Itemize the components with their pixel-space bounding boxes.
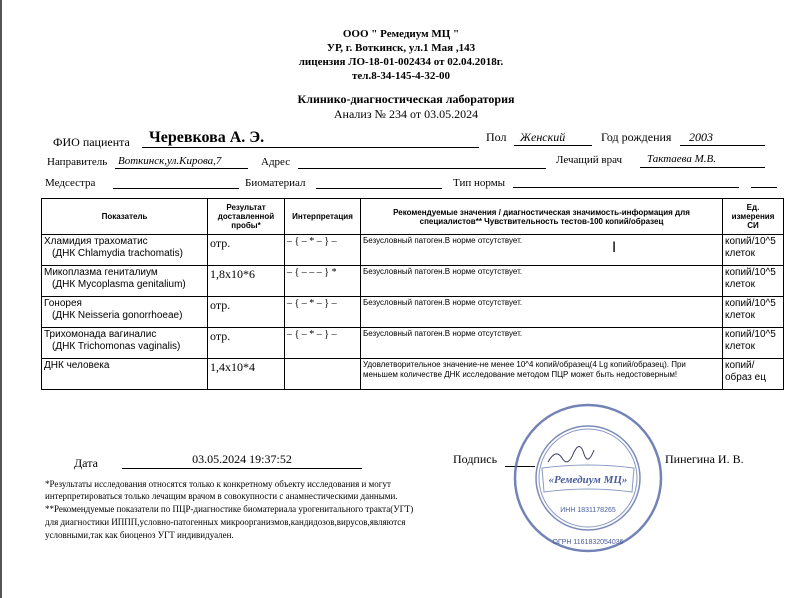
indicator-name: ДНК человека xyxy=(44,360,110,371)
signature-icon xyxy=(548,446,594,462)
text-cursor-icon: I xyxy=(612,240,617,256)
sex-value: Женский xyxy=(520,130,566,144)
footnote-2: интерпретироваться только лечащим врачом в совокупности с анамнестическими данными. xyxy=(45,491,398,501)
interpretation xyxy=(285,359,361,390)
birth-label: Год рождения xyxy=(601,130,672,144)
header-indicator: Показатель xyxy=(42,199,208,235)
biomaterial-label: Биоматериал xyxy=(245,177,306,189)
results-table xyxy=(41,198,784,390)
fio-underline xyxy=(142,147,479,148)
interpretation: – { – * – } – xyxy=(285,328,361,359)
stamp-inn: ИНН 1831178265 xyxy=(560,507,616,514)
indicator-cell xyxy=(42,235,208,266)
interpretation: – { – * – } – xyxy=(285,297,361,328)
date-underline xyxy=(122,468,362,469)
result-value: отр. xyxy=(208,235,285,266)
result-value: 1,8x10*6 xyxy=(208,266,285,297)
doctor-underline xyxy=(640,167,765,168)
indicator-latin: (ДНК Trichomonas vaginalis) xyxy=(52,341,181,352)
indicator-name: Трихомонада вагиналис xyxy=(44,329,157,340)
birth-value: 2003 xyxy=(689,130,713,144)
indicator-cell xyxy=(42,297,208,328)
recommendation: Безусловный патоген.В норме отсутствует. xyxy=(361,297,723,328)
referrer-value: Воткинск,ул.Кирова,7 xyxy=(118,155,222,167)
company-stamp-icon xyxy=(512,402,664,554)
unit: копий/10^5 клеток xyxy=(723,266,784,297)
table-row xyxy=(42,328,784,359)
stamp-ogrn: ОГРН 1161832054036 xyxy=(552,539,624,546)
fio-label: ФИО пациента xyxy=(53,135,130,149)
left-edge xyxy=(0,0,2,598)
table-header-row xyxy=(42,199,784,235)
org-phone: тел.8-34-145-4-32-00 xyxy=(351,70,451,82)
sign-label: Подпись xyxy=(453,452,498,466)
biomaterial-underline xyxy=(316,188,442,189)
norm-label: Тип нормы xyxy=(453,177,506,189)
recommendation: Безусловный патоген.В норме отсутствует. xyxy=(361,328,723,359)
result-value: отр. xyxy=(208,328,285,359)
table-row xyxy=(42,266,784,297)
footnote-4: для диагностики ИППП,условно-патогенных микроорганизмов,кандидозов,вирусов,являются xyxy=(45,517,406,527)
unit: копий/10^5 клеток xyxy=(723,328,784,359)
indicator-cell xyxy=(42,328,208,359)
org-address: УР, г. Воткинск, ул.1 Мая ,143 xyxy=(326,42,476,54)
date-value: 03.05.2024 19:37:52 xyxy=(192,452,292,466)
recommendation: Удовлетворительное значение-не менее 10^4 копий/образец(4 Lg копий/образец). При меньшем количестве ДНК исследование методом ПЦР может быть недостоверным! xyxy=(361,359,723,390)
footnote-3: **Рекомендуемые показатели по ПЦР-диагностике биоматериала урогенитального тракта(УГТ) xyxy=(45,504,414,514)
stamp-center-text: «Ремедиум МЦ» xyxy=(548,474,628,486)
org-name: ООО " Ремедиум МЦ " xyxy=(342,28,460,40)
unit: копий/образ ец xyxy=(723,359,784,390)
norm-underline-2 xyxy=(751,187,777,188)
address-label: Адрес xyxy=(261,156,291,168)
indicator-name: Хламидия трахоматис xyxy=(44,236,148,247)
org-license: лицензия ЛО-18-01-002434 от 02.04.2018г. xyxy=(298,56,504,68)
indicator-latin: (ДНК Chlamydia trachomatis) xyxy=(52,248,183,259)
indicator-name: Гонорея xyxy=(44,298,82,309)
sex-underline xyxy=(514,145,592,146)
birth-underline xyxy=(680,145,765,146)
signer-name: Пинегина И. В. xyxy=(665,452,744,466)
header-result: Результат доставленной пробы* xyxy=(208,199,285,235)
interpretation: – { – * – } – xyxy=(285,235,361,266)
header-interpretation: Интерпретация xyxy=(285,199,361,235)
recommendation: Безусловный патоген.В норме отсутствует. xyxy=(361,266,723,297)
footnote-5: условными,так как биоценоз УГТ индивидуален. xyxy=(45,530,234,540)
unit: копий/10^5 клеток xyxy=(723,297,784,328)
footnote-1: *Результаты исследования относятся только к конкретному объекту исследования и могут xyxy=(45,479,391,489)
norm-underline xyxy=(513,187,739,188)
unit: копий/10^5 клеток xyxy=(723,235,784,266)
nurse-label: Медсестра xyxy=(45,177,96,189)
sex-label: Пол xyxy=(486,130,507,144)
address-underline xyxy=(298,168,546,169)
recommendation: Безусловный патоген.В норме отсутствует. xyxy=(361,235,723,266)
table-row xyxy=(42,297,784,328)
indicator-latin: (ДНК Mycoplasma genitalium) xyxy=(52,279,186,290)
analysis-number: Анализ № 234 от 03.05.2024 xyxy=(333,107,479,121)
result-value: отр. xyxy=(208,297,285,328)
indicator-cell xyxy=(42,266,208,297)
referrer-underline xyxy=(115,168,248,169)
date-label: Дата xyxy=(74,456,98,470)
referrer-label: Направитель xyxy=(47,156,108,168)
doctor-value: Тактаева М.В. xyxy=(647,153,717,165)
indicator-cell xyxy=(42,359,208,390)
fio-value: Черевкова А. Э. xyxy=(149,129,265,146)
header-unit: Ед. измерения СИ xyxy=(723,199,784,235)
table-row xyxy=(42,359,784,390)
nurse-underline xyxy=(113,188,239,189)
lab-title: Клинико-диагностическая лаборатория xyxy=(297,92,515,106)
header-recommended: Рекомендуемые значения / диагностическая значимость-информация для специалистов** Чувствительность тестов-100 копий/образец xyxy=(361,199,723,235)
table-row xyxy=(42,235,784,266)
indicator-name: Микоплазма гениталиум xyxy=(44,267,158,278)
doctor-label: Лечащий врач xyxy=(556,154,623,166)
result-value: 1,4x10*4 xyxy=(208,359,285,390)
interpretation: – { – – – } * xyxy=(285,266,361,297)
indicator-latin: (ДНК Neisseria gonorrhoeae) xyxy=(52,310,183,321)
